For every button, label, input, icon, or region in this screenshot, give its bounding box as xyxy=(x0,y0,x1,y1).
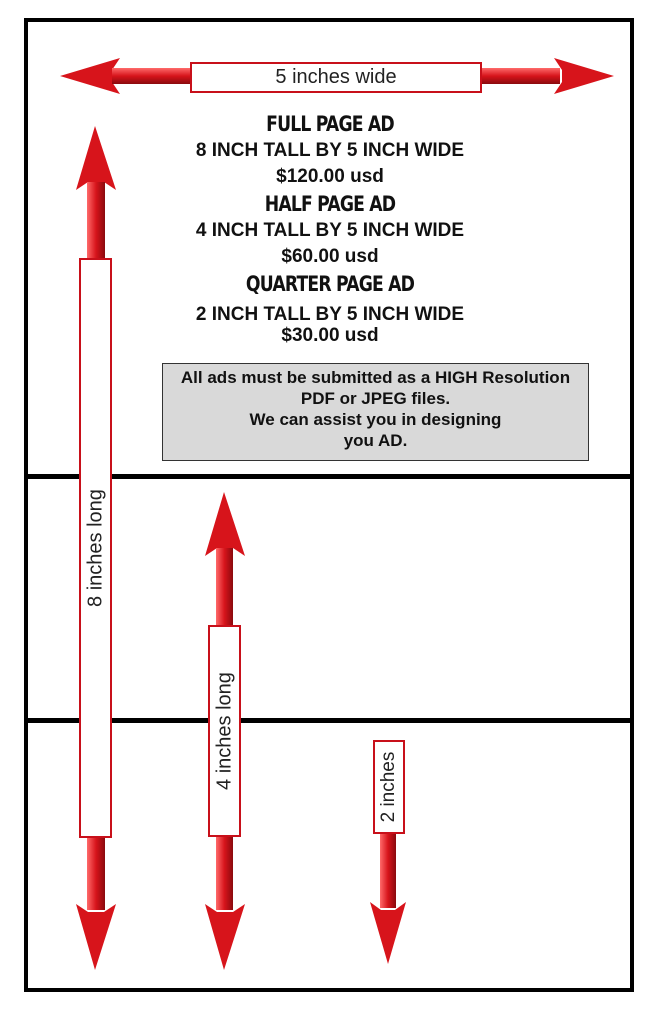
width-label: 5 inches wide xyxy=(275,66,397,88)
notice-line: PDF or JPEG files. xyxy=(300,389,451,408)
full-arrow-bottom-shaft xyxy=(87,834,105,910)
ad-price: $120.00 usd xyxy=(276,166,384,187)
width-arrow-left-head xyxy=(60,58,120,94)
width-arrow-right-shaft xyxy=(478,68,560,84)
ad-half-page xyxy=(160,190,500,270)
ad-title: FULL PAGE AD xyxy=(266,112,394,136)
half-height-label: 4 inches long xyxy=(213,672,235,790)
ad-price: $60.00 usd xyxy=(281,246,379,267)
full-height-label: 8 inches long xyxy=(84,489,106,607)
quarter-height-label: 2 inches xyxy=(378,751,399,823)
half-arrow-bottom-head xyxy=(205,904,245,970)
half-arrow-top-head xyxy=(205,492,245,556)
half-arrow-bottom-shaft xyxy=(216,834,233,910)
ad-price: $30.00 usd xyxy=(281,325,379,346)
half-arrow-top-shaft xyxy=(216,548,233,628)
quarter-height-arrow xyxy=(370,832,406,964)
width-arrow-left-shaft xyxy=(112,68,194,84)
full-height-label-box xyxy=(79,258,112,838)
quarter-height-label-box xyxy=(373,740,405,834)
width-arrow-right-head xyxy=(554,58,614,94)
ad-size: 8 INCH TALL BY 5 INCH WIDE xyxy=(195,140,465,161)
submission-notice xyxy=(162,363,589,461)
notice-line: you AD. xyxy=(343,431,408,450)
ad-full-page xyxy=(160,110,500,190)
ad-quarter-page xyxy=(160,270,500,346)
ad-size: 4 INCH TALL BY 5 INCH WIDE xyxy=(195,220,465,241)
width-label-box xyxy=(190,62,482,93)
half-height-label-box xyxy=(208,625,241,837)
full-arrow-top-head xyxy=(76,126,116,190)
ad-title: QUARTER PAGE AD xyxy=(245,272,415,296)
ad-size: 2 INCH TALL BY 5 INCH WIDE xyxy=(195,304,465,325)
ad-title: HALF PAGE AD xyxy=(264,192,396,216)
full-arrow-top-shaft xyxy=(87,182,105,262)
quarter-arrow-shaft xyxy=(380,832,396,908)
full-arrow-bottom-head xyxy=(76,904,116,970)
quarter-arrow-bottom-head xyxy=(370,902,406,964)
ad-pricing-info xyxy=(160,110,500,346)
notice-line: We can assist you in designing xyxy=(249,410,502,429)
notice-line: All ads must be submitted as a HIGH Resolution xyxy=(180,368,571,387)
